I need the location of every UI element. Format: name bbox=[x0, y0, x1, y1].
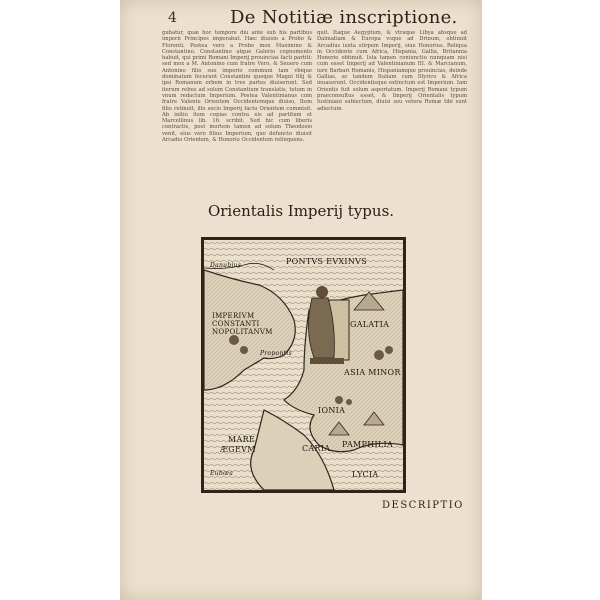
map-caption: Orientalis Imperij typus. bbox=[207, 202, 395, 220]
label-imperium-line3: NOPOLITANVM bbox=[212, 328, 273, 336]
text-column-right: quit. Itaque Aegyptum, & vtraque Libya absque ad Dalmatiam & Europa vsque ad Drinum, obtinuit Arcadius iuxta stirpem Imperij, siue Honorius. Reliqua in Occidente cum Africa, Hispania, Gallia, Britannia Honorio obtinuit. Ista tamen coniunctio nunquam nisi cum esset Imperij ad Valentinianum III. & Marcianum, iure Barbari Romanis, Hispaniamque prouincias, deinde Gallias, ac tandem Italiam cum Illyrico & Africa inuaserunt. Occidentisque extinctum est Imperium. Iam Orientis fuit solum asportatum. Imperij Romani typum praeconsultus esset, & Imperij Orientalis typum Iustiniani subiectum, diuisi seu vetera Romæ tibi sunt adiectum. bbox=[317, 30, 467, 112]
label-imperium-line2: CONSTANTI bbox=[212, 320, 260, 328]
label-aegeum: ÆGEVM bbox=[220, 445, 256, 454]
label-propontis: Propontis bbox=[260, 350, 292, 357]
page-number: 4 bbox=[168, 10, 177, 26]
label-lycia: LYCIA bbox=[352, 470, 379, 479]
label-imperium-line1: IMPERIVM bbox=[212, 312, 255, 320]
label-galatia: GALATIA bbox=[350, 320, 390, 329]
page-header bbox=[120, 6, 482, 30]
book-page bbox=[120, 0, 482, 600]
label-ionia: IONIA bbox=[318, 406, 346, 415]
label-pamphilia: PAMPHILIA bbox=[342, 440, 394, 449]
label-pontus-euxinus: PONTVS EVXINVS bbox=[286, 257, 368, 266]
label-danubius: Danubius bbox=[210, 262, 242, 269]
label-euboea: Eubœa bbox=[210, 470, 234, 477]
label-mare: MARE bbox=[228, 435, 256, 444]
text-column-left: gubatur, quæ hoc tempore diu ante sub his partibus imperii Principes imperabat. Hæc diuisio a Probo & Florenti. Postea vero a Probo mox Maximino & Constantino. Constantino atque Galerio cognomento habuit, qui primi Romani Imperij prouincias facti partiti: sed mox a M. Antonino cum fratre Vero, & Seuero cum Antonino filio suo imperio communi tam vbique dominatum fecerunt Constantini quoque Magni filij & ipsi Romanum orbem in tres partes diuiserunt. Sed iterum rebus ad solum Constantium translatis, totum in vnum redactum Imperium. Postea Valentinianus cum fratre Valente Orientem Occidentemque diuiso, Item filio retinuit, illo socio Imperij facto Orientem commisit. Ab initio item copias contra eis ad partitum et Marcellinus lib. 16. scribit. Sed hic cum liberis contractis, post mortem tamen ad solum Theodosio venit, eius vero filius Imperium, quo defuncto diuisit Arcadio Orientem, & Honorio Occidentem relinquens. bbox=[162, 30, 312, 144]
catchword: DESCRIPTIO bbox=[382, 500, 464, 511]
woodcut-map bbox=[201, 237, 406, 493]
label-asia-minor: ASIA MINOR bbox=[344, 368, 401, 377]
label-caria: CARIA bbox=[302, 444, 331, 453]
running-title: De Notitiæ inscriptione. bbox=[230, 7, 458, 28]
